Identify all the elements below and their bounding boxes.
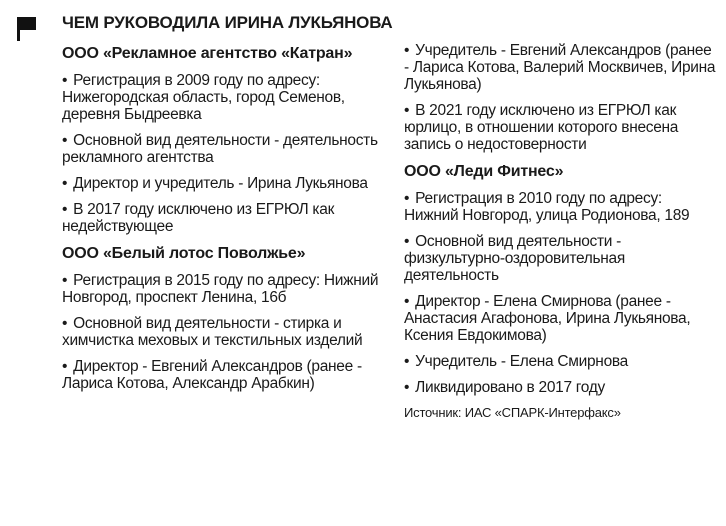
bullet-icon: • bbox=[62, 315, 68, 332]
list-item bbox=[62, 272, 392, 306]
list-item bbox=[404, 293, 720, 344]
flag-cloth bbox=[20, 17, 36, 30]
list-item bbox=[404, 190, 720, 224]
list-item bbox=[62, 175, 392, 192]
list-item bbox=[62, 358, 392, 392]
company-name: ООО «Рекламное агентство «Катран» bbox=[62, 45, 353, 62]
list-item bbox=[62, 201, 392, 235]
item-text: Основной вид деятельности - стирка и химчистка меховых и текстильных изделий bbox=[62, 315, 363, 349]
bullet-icon: • bbox=[62, 272, 68, 289]
item-text: Учредитель - Евгений Александров (ранее - Лариса Котова, Валерий Москвичев, Ирина Лукьянова) bbox=[404, 42, 716, 93]
item-text: Ликвидировано в 2017 году bbox=[415, 379, 605, 396]
source-note: Источник: ИАС «СПАРК-Интерфакс» bbox=[404, 405, 621, 420]
bullet-icon: • bbox=[404, 102, 410, 119]
list-item bbox=[404, 379, 720, 396]
bullet-icon: • bbox=[404, 190, 410, 207]
item-text: Основной вид деятельности - физкультурно-оздоровительная деятельность bbox=[404, 233, 625, 284]
flag-icon bbox=[17, 17, 37, 41]
bullet-icon: • bbox=[62, 72, 68, 89]
item-text: Регистрация в 2009 году по адресу: Нижегородская область, город Семенов, деревня Быдреевка bbox=[62, 72, 345, 123]
list-item bbox=[404, 233, 720, 284]
bullet-icon: • bbox=[62, 358, 68, 375]
item-text: Основной вид деятельности - деятельность рекламного агентства bbox=[62, 132, 378, 166]
item-text: Директор и учредитель - Ирина Лукьянова bbox=[73, 175, 368, 192]
company-name: ООО «Белый лотос Поволжье» bbox=[62, 245, 306, 262]
bullet-icon: • bbox=[404, 233, 410, 250]
bullet-icon: • bbox=[404, 353, 410, 370]
item-text: Регистрация в 2010 году по адресу: Нижний Новгород, улица Родионова, 189 bbox=[404, 190, 690, 224]
item-text: В 2021 году исключено из ЕГРЮЛ как юрлицо, в отношении которого внесена запись о недостоверности bbox=[404, 102, 679, 153]
right-column bbox=[404, 42, 720, 420]
list-item bbox=[404, 42, 720, 93]
item-text: В 2017 году исключено из ЕГРЮЛ как недействующее bbox=[62, 201, 335, 235]
left-column bbox=[62, 44, 392, 401]
item-text: Директор - Елена Смирнова (ранее - Анастасия Агафонова, Ирина Лукьянова, Ксения Евдокимова) bbox=[404, 293, 691, 344]
item-text: Регистрация в 2015 году по адресу: Нижний Новгород, проспект Ленина, 16б bbox=[62, 272, 379, 306]
bullet-icon: • bbox=[404, 293, 410, 310]
bullet-icon: • bbox=[62, 132, 68, 149]
list-item bbox=[62, 132, 392, 166]
list-item bbox=[404, 353, 720, 370]
list-item bbox=[62, 72, 392, 123]
bullet-icon: • bbox=[62, 201, 68, 218]
list-item bbox=[62, 315, 392, 349]
item-text: Учредитель - Елена Смирнова bbox=[415, 353, 628, 370]
company-name: ООО «Леди Фитнес» bbox=[404, 163, 564, 180]
list-item bbox=[404, 102, 720, 153]
bullet-icon: • bbox=[62, 175, 68, 192]
page-title: ЧЕМ РУКОВОДИЛА ИРИНА ЛУКЬЯНОВА bbox=[62, 13, 393, 32]
bullet-icon: • bbox=[404, 379, 410, 396]
bullet-icon: • bbox=[404, 42, 410, 59]
item-text: Директор - Евгений Александров (ранее - Лариса Котова, Александр Арабкин) bbox=[62, 358, 362, 392]
